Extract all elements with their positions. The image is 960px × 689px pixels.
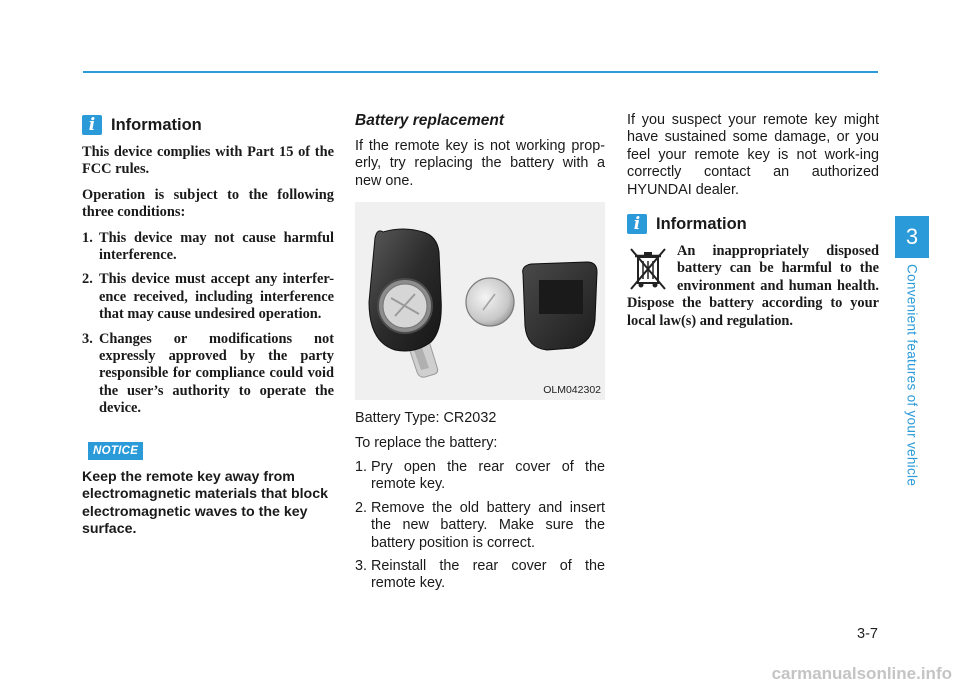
- chapter-tab: 3: [895, 216, 929, 258]
- step-number: 2.: [355, 499, 368, 516]
- step-number: 3.: [355, 558, 368, 575]
- list-item: [355, 500, 605, 552]
- middle-column: [355, 112, 605, 599]
- list-item: [82, 331, 334, 418]
- list-number: 3.: [82, 330, 93, 347]
- damage-paragraph: If you suspect your remote key might have sustained some damage, or you feel your remote key is not work-ing correctly contact an authorized HYUNDAI dealer.: [627, 112, 879, 198]
- step-text: Pry open the rear cover of the remote key.: [371, 459, 605, 493]
- step-text: Remove the old battery and insert the new battery. Make sure the battery position is correct.: [371, 499, 605, 551]
- list-number: 1.: [82, 229, 93, 246]
- battery-type: Battery Type: CR2032: [355, 410, 497, 427]
- right-column: [627, 112, 879, 330]
- remote-key-illustration: [355, 202, 605, 400]
- info-title-right: Information: [656, 214, 747, 233]
- step-number: 1.: [355, 459, 368, 476]
- left-column: [82, 112, 334, 538]
- list-text: This device must accept any interfer-ence received, including interference that may cause undesired operation.: [99, 271, 334, 323]
- notice-text: Keep the remote key away from electromagnetic materials that block electromagnetic waves to the key surface.: [82, 468, 329, 537]
- notice-badge: NOTICE: [88, 442, 143, 460]
- replace-steps: [355, 459, 605, 593]
- battery-intro: If the remote key is not working prop-erly, try replacing the battery with a new one.: [355, 138, 605, 189]
- remote-key-figure: [355, 202, 605, 400]
- info-i-icon: i: [627, 214, 647, 234]
- list-number: 2.: [82, 271, 93, 288]
- info-title-left: Information: [111, 115, 202, 134]
- list-text: Changes or modifications not expressly approved by the party responsible for compliance could void the user’s authority to operate the device.: [99, 330, 334, 417]
- figure-caption: OLM042302: [543, 384, 601, 397]
- conditions-list: [82, 230, 334, 418]
- battery-replacement-title: Battery replacement: [355, 112, 505, 129]
- fcc-paragraph: This device complies with Part 15 of the FCC rules.: [82, 144, 334, 178]
- replace-intro: To replace the battery:: [355, 434, 498, 451]
- disposal-info: [627, 243, 879, 330]
- list-item: [82, 271, 334, 323]
- fcc-info-body: [82, 144, 334, 418]
- disposal-text: An inappropriately disposed battery can be harmful to the environment and human health. Dispose the battery according to your local law(s) and regulation.: [627, 243, 879, 329]
- page-number: 3-7: [857, 626, 878, 642]
- list-item: [355, 459, 605, 494]
- info-heading-left: [82, 112, 334, 138]
- info-heading-right: [627, 211, 879, 237]
- chapter-label: Convenient features of your vehicle: [904, 264, 920, 487]
- crossed-bin-icon: [627, 245, 669, 291]
- info-i-icon: i: [82, 115, 102, 135]
- top-rule: [83, 71, 878, 73]
- conditions-paragraph: Operation is subject to the following three conditions:: [82, 186, 334, 221]
- list-item: [355, 558, 605, 593]
- watermark: carmanualsonline.info: [771, 664, 952, 683]
- list-text: This device may not cause harmful interference.: [99, 229, 334, 264]
- step-text: Reinstall the rear cover of the remote key.: [371, 558, 605, 592]
- list-item: [82, 230, 334, 265]
